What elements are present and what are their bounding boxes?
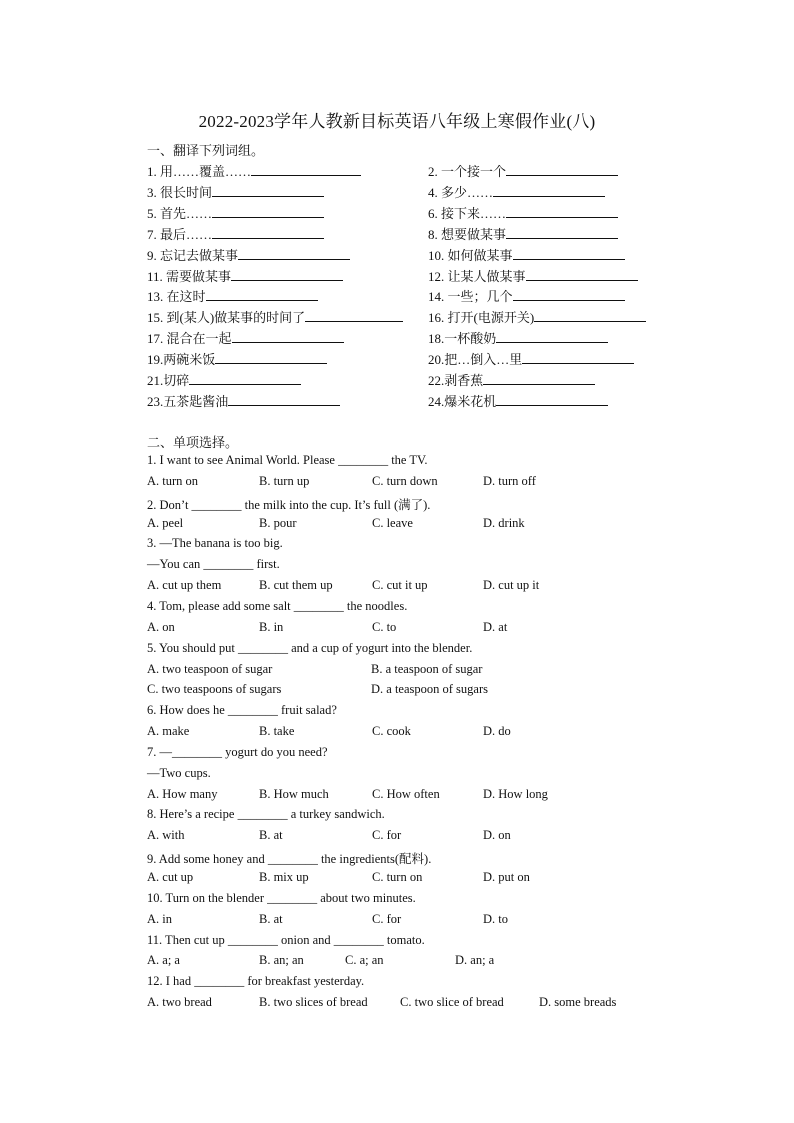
options-row	[147, 828, 667, 846]
question-text: —Two cups.	[147, 765, 211, 780]
answer-option[interactable]: A. cut up them	[147, 578, 222, 593]
question-text: 2. Don’t ________ the milk into the cup. It’s full (满了).	[147, 497, 431, 512]
vocab-item	[428, 328, 608, 347]
vocab-text: 5. 首先……	[147, 205, 213, 221]
answer-option[interactable]: B. take	[259, 724, 295, 739]
answer-option[interactable]: D. some breads	[539, 995, 617, 1010]
answer-blank[interactable]	[526, 268, 638, 281]
answer-blank[interactable]	[483, 372, 595, 385]
vocab-item	[428, 349, 634, 368]
page-title: 2022-2023学年人教新目标英语八年级上寒假作业(八)	[198, 112, 596, 131]
options-row	[147, 787, 667, 805]
vocab-item	[428, 245, 625, 264]
section1-heading: 一、翻译下列词组。	[147, 143, 265, 158]
question-text: 12. I had ________ for breakfast yesterday.	[147, 974, 365, 989]
vocab-text: 12. 让某人做某事	[428, 268, 526, 284]
answer-blank[interactable]	[506, 226, 618, 239]
question-text: 11. Then cut up ________ onion and ________ tomato.	[147, 932, 425, 947]
question-text: 9. Add some honey and ________ the ingredients(配料).	[147, 852, 432, 867]
answer-blank[interactable]	[228, 393, 340, 406]
answer-blank[interactable]	[513, 247, 625, 260]
options-row	[147, 516, 667, 534]
vocab-item	[428, 224, 618, 243]
answer-option[interactable]: D. cut up it	[483, 578, 540, 593]
vocab-item	[147, 266, 343, 285]
vocab-text: 19.两碗米饭	[147, 352, 216, 368]
answer-option[interactable]: A. with	[147, 828, 185, 843]
answer-option[interactable]: D. a teaspoon of sugars	[371, 682, 488, 697]
question-text: 7. —________ yogurt do you need?	[147, 744, 328, 759]
answer-option[interactable]: D. How long	[483, 786, 548, 801]
options-row	[147, 578, 667, 596]
answer-blank[interactable]	[212, 226, 324, 239]
answer-option[interactable]: B. a teaspoon of sugar	[371, 661, 483, 676]
vocab-item	[147, 224, 324, 243]
answer-option[interactable]: D. turn off	[483, 473, 536, 488]
answer-blank[interactable]	[215, 351, 327, 364]
answer-option[interactable]: C. How often	[372, 786, 440, 801]
answer-option[interactable]: B. pour	[259, 515, 297, 530]
vocab-item	[428, 370, 595, 389]
vocab-text: 10. 如何做某事	[428, 247, 513, 263]
options-row	[147, 474, 667, 492]
question-text: 8. Here’s a recipe ________ a turkey sandwich.	[147, 807, 385, 822]
answer-option[interactable]: C. turn down	[372, 473, 438, 488]
vocab-item	[147, 286, 318, 305]
vocab-text: 17. 混合在一起	[147, 331, 232, 347]
answer-option[interactable]: D. on	[483, 828, 511, 843]
answer-option[interactable]: C. cook	[372, 724, 411, 739]
answer-blank[interactable]	[251, 163, 361, 176]
vocab-item	[428, 266, 638, 285]
vocab-item	[428, 307, 646, 326]
vocab-text: 4. 多少……	[428, 184, 494, 200]
question-text: —You can ________ first.	[147, 557, 280, 572]
options-row	[147, 724, 667, 742]
vocab-row	[147, 307, 687, 327]
vocab-row	[147, 286, 687, 306]
answer-option[interactable]: A. peel	[147, 515, 184, 530]
answer-blank[interactable]	[534, 309, 646, 322]
answer-blank[interactable]	[232, 330, 344, 343]
vocab-text: 14. 一些；几个	[428, 289, 513, 305]
answer-option[interactable]: B. How much	[259, 786, 329, 801]
answer-option[interactable]: A. cut up	[147, 870, 194, 884]
answer-blank[interactable]	[506, 163, 618, 176]
answer-option[interactable]: C. to	[372, 619, 397, 634]
answer-option[interactable]: A. a; a	[147, 953, 180, 968]
vocab-row	[147, 349, 687, 369]
answer-option[interactable]: A. on	[147, 619, 175, 634]
answer-option[interactable]: D. put on	[483, 870, 530, 884]
vocab-row	[147, 370, 687, 390]
vocab-text: 18.一杯酸奶	[428, 331, 497, 347]
options-row	[147, 620, 667, 638]
vocab-item	[428, 203, 618, 222]
answer-option[interactable]: A. How many	[147, 786, 218, 801]
answer-option[interactable]: C. for	[372, 828, 402, 843]
answer-option[interactable]: C. leave	[372, 515, 413, 530]
vocab-text: 16. 打开(电源开关)	[428, 310, 535, 326]
answer-blank[interactable]	[238, 247, 350, 260]
vocab-row	[147, 161, 687, 181]
answer-option[interactable]: A. two teaspoon of sugar	[147, 661, 273, 676]
question-text: 10. Turn on the blender ________ about two minutes.	[147, 890, 416, 905]
answer-option[interactable]: A. in	[147, 911, 172, 926]
vocab-row	[147, 224, 687, 244]
answer-option[interactable]: B. turn up	[259, 473, 310, 488]
answer-blank[interactable]	[305, 309, 403, 322]
answer-blank[interactable]	[206, 288, 318, 301]
answer-option[interactable]: B. two slices of bread	[259, 995, 368, 1010]
question-text: 5. You should put ________ and a cup of yogurt into the blender.	[147, 640, 473, 655]
question-text: 6. How does he ________ fruit salad?	[147, 703, 337, 718]
vocab-item	[147, 307, 403, 326]
vocab-text: 3. 很长时间	[147, 184, 213, 200]
answer-option[interactable]: A. make	[147, 724, 190, 739]
vocab-text: 8. 想要做某事	[428, 226, 507, 242]
answer-blank[interactable]	[212, 184, 324, 197]
vocab-item	[147, 391, 340, 410]
answer-option[interactable]: D. drink	[483, 515, 525, 530]
question-text: 1. I want to see Animal World. Please ________ the TV.	[147, 453, 428, 467]
answer-blank[interactable]	[496, 330, 608, 343]
vocab-item	[147, 203, 324, 222]
answer-blank[interactable]	[493, 184, 605, 197]
vocab-text: 15. 到(某人)做某事的时间了	[147, 310, 306, 326]
answer-option[interactable]: D. to	[483, 911, 508, 926]
vocab-item	[147, 182, 324, 201]
section2-heading: 二、单项选择。	[147, 435, 239, 450]
answer-option[interactable]: A. turn on	[147, 473, 199, 488]
answer-option[interactable]: C. turn on	[372, 870, 423, 884]
vocab-text: 6. 接下来……	[428, 205, 507, 221]
answer-option[interactable]: D. an; a	[455, 953, 495, 968]
answer-option[interactable]: A. two bread	[147, 995, 212, 1010]
vocab-text: 21.切碎	[147, 373, 190, 388]
vocab-row	[147, 203, 687, 223]
vocab-item	[428, 286, 625, 305]
options-row	[147, 870, 667, 888]
vocab-item	[428, 391, 608, 410]
options-row	[147, 682, 667, 700]
vocab-item	[428, 161, 618, 180]
answer-option[interactable]: C. a; an	[345, 953, 384, 968]
vocab-text: 13. 在这时	[147, 289, 206, 305]
vocab-text: 22.剥香蕉	[428, 373, 484, 388]
vocab-item	[147, 161, 361, 180]
answer-option[interactable]: D. at	[483, 619, 508, 634]
answer-option[interactable]: B. in	[259, 619, 284, 634]
vocab-row	[147, 245, 687, 265]
answer-option[interactable]: B. at	[259, 911, 283, 926]
answer-blank[interactable]	[513, 288, 625, 301]
answer-option[interactable]: B. mix up	[259, 870, 309, 884]
answer-option[interactable]: B. an; an	[259, 953, 304, 968]
answer-option[interactable]: C. for	[372, 911, 402, 926]
vocab-text: 1. 用……覆盖……	[147, 164, 252, 179]
answer-blank[interactable]	[496, 393, 608, 406]
answer-option[interactable]: D. do	[483, 724, 511, 739]
answer-blank[interactable]	[522, 351, 634, 364]
answer-blank[interactable]	[506, 205, 618, 218]
question-text: 3. —The banana is too big.	[147, 536, 283, 551]
vocab-row	[147, 391, 687, 411]
options-row	[147, 953, 667, 971]
answer-option[interactable]: C. cut it up	[372, 578, 428, 593]
options-row	[147, 912, 667, 930]
question-text: 4. Tom, please add some salt ________ the noodles.	[147, 598, 408, 613]
vocab-text: 20.把…倒入…里	[428, 352, 523, 368]
vocab-text: 9. 忘记去做某事	[147, 247, 239, 263]
options-row	[147, 995, 667, 1013]
answer-option[interactable]: B. at	[259, 828, 283, 843]
answer-blank[interactable]	[189, 372, 301, 385]
vocab-text: 11. 需要做某事	[147, 268, 232, 284]
vocab-item	[147, 370, 301, 389]
vocab-text: 23.五茶匙酱油	[147, 393, 229, 409]
answer-blank[interactable]	[212, 205, 324, 218]
options-row	[147, 662, 667, 680]
vocab-row	[147, 266, 687, 286]
answer-option[interactable]: C. two slice of bread	[400, 995, 504, 1010]
vocab-text: 2. 一个接一个	[428, 164, 507, 179]
vocab-item	[428, 182, 605, 201]
vocab-item	[147, 328, 344, 347]
answer-option[interactable]: C. two teaspoons of sugars	[147, 682, 282, 697]
vocab-row	[147, 182, 687, 202]
vocab-text: 24.爆米花机	[428, 393, 497, 409]
vocab-item	[147, 245, 350, 264]
answer-option[interactable]: B. cut them up	[259, 578, 333, 593]
vocab-text: 7. 最后……	[147, 226, 213, 242]
vocab-row	[147, 328, 687, 348]
answer-blank[interactable]	[231, 268, 343, 281]
vocab-item	[147, 349, 327, 368]
